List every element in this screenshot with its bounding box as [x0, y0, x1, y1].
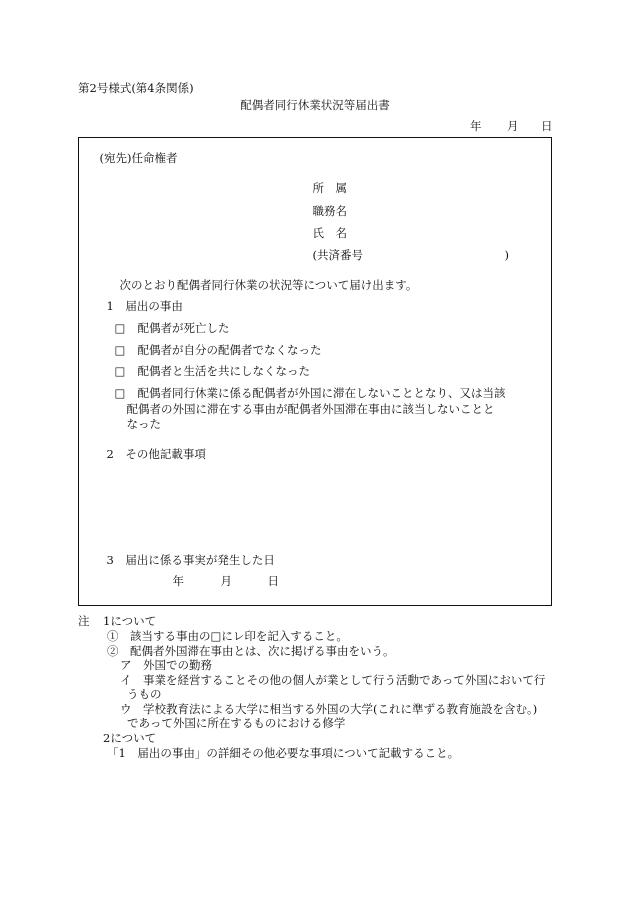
note-2-heading: 2について [103, 731, 157, 745]
reason-option-no-longer-spouse [115, 343, 322, 357]
mutual-aid-number-close-paren: ) [504, 247, 509, 262]
reason-option-not-living-together [115, 364, 311, 378]
notification-statement: 次のとおり配偶者同行休業の状況等について届け出ます。 [119, 277, 418, 292]
addressee: (宛先)任命権者 [99, 150, 178, 165]
checkbox[interactable]: □ [114, 385, 126, 400]
section-other-items-heading: 2 その他記載事項 [106, 446, 206, 461]
note-reason-item: ウ 学校教育法による大学に相当する外国の大学(これに準ずる教育施設を含む。) [120, 702, 538, 716]
reason-option-no-longer-abroad [115, 386, 506, 400]
reason-option-spouse-deceased [115, 321, 230, 335]
note-reason-item: ア 外国での勤務 [120, 658, 212, 672]
submission-date-year-label: 年 [470, 119, 482, 133]
note-reason-item-continued: うもの [127, 687, 162, 701]
form-box [78, 137, 552, 606]
reason-option-label: 配偶者が自分の配偶者でなくなった [137, 342, 322, 357]
note-2-text: 「1 届出の事由」の詳細その他必要な事項について記載すること。 [107, 746, 460, 760]
submission-date-day-label: 日 [541, 119, 553, 133]
mutual-aid-number-label: (共済番号 [312, 247, 363, 262]
checkbox[interactable]: □ [114, 342, 126, 357]
occurrence-date-month-label: 月 [220, 573, 232, 588]
job-title-label: 職務名 [312, 203, 347, 218]
note-reason-item: イ 事業を経営することその他の個人が業として行う活動であって外国において行 [120, 673, 546, 687]
occurrence-date-day-label: 日 [267, 573, 279, 588]
section-occurrence-date-heading: 3 届出に係る事実が発生した日 [106, 552, 275, 567]
note-1-heading: 1について [103, 614, 157, 628]
notes-label: 注 [78, 614, 90, 628]
name-label: 氏 名 [312, 225, 347, 240]
affiliation-label: 所 属 [312, 180, 347, 195]
form-number-label: 第2号様式(第4条関係) [78, 81, 194, 95]
submission-date-month-label: 月 [507, 119, 519, 133]
section-reason-heading: 1 届出の事由 [106, 298, 183, 313]
reason-option-label: 配偶者同行休業に係る配偶者が外国に滞在しないこととなり、又は当該 [137, 385, 506, 400]
reason-option-label-continued: 配偶者の外国に滞在する事由が配偶者外国滞在事由に該当しないことと [126, 401, 495, 416]
checkbox[interactable]: □ [114, 363, 126, 378]
note-reason-item-continued: であって外国に所在するものにおける修学 [127, 716, 346, 730]
note-1-point: ② 配偶者外国滞在事由とは、次に掲げる事由をいう。 [107, 644, 395, 658]
checkbox[interactable]: □ [114, 320, 126, 335]
note-1-point: ① 該当する事由の□にレ印を記入すること。 [107, 629, 348, 643]
reason-option-label: 配偶者と生活を共にしなくなった [137, 363, 310, 378]
occurrence-date-year-label: 年 [172, 573, 184, 588]
reason-option-label-continued: なった [126, 416, 161, 431]
reason-option-label: 配偶者が死亡した [137, 320, 230, 335]
document-title: 配偶者同行休業状況等届出書 [240, 98, 390, 112]
